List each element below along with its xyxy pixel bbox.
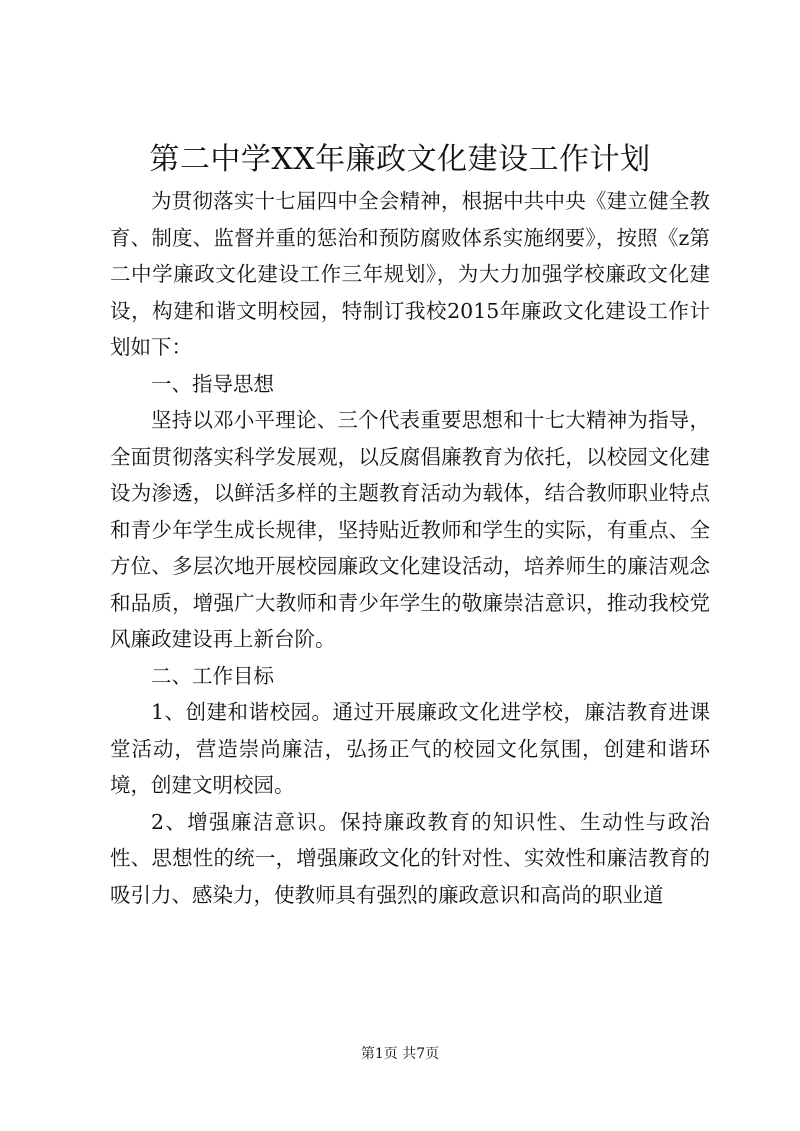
document-title: 第二中学XX年廉政文化建设工作计划 xyxy=(149,142,651,177)
section-heading-work-goals: 二、工作目标 xyxy=(151,663,274,688)
document-body xyxy=(110,183,710,913)
paragraph-guiding-ideology: 坚持以邓小平理论、三个代表重要思想和十七大精神为指导，全面贯彻落实科学发展观，以反腐倡廉教育为依托，以校园文化建设为渗透，以鲜活多样的主题教育活动为载体，结合教师职业特点和青少年学生成长规律，坚持贴近教师和学生的实际，有重点、全方位、多层次地开展校园廉政文化建设活动，培养师生的廉洁观念和品质，增强广大教师和青少年学生的敬廉崇洁意识，推动我校党风廉政建设再上新台阶。 xyxy=(110,408,710,651)
paragraph-goal-2: 2、增强廉洁意识。保持廉政教育的知识性、生动性与政治性、思想性的统一，增强廉政文化的针对性、实效性和廉洁教育的吸引力、感染力，使教师具有强烈的廉政意识和高尚的职业道 xyxy=(110,809,710,907)
paragraph-goal-1: 1、创建和谐校园。通过开展廉政文化进学校，廉洁教育进课堂活动，营造崇尚廉洁，弘扬正气的校园文化氛围，创建和谐环境，创建文明校园。 xyxy=(110,700,710,797)
page-footer: 第1页 共7页 xyxy=(360,1046,440,1062)
section-heading-guiding-ideology: 一、指导思想 xyxy=(151,371,274,396)
paragraph-intro: 为贯彻落实十七届四中全会精神，根据中共中央《建立健全教育、制度、监督并重的惩治和预防腐败体系实施纲要》，按照《z第二中学廉政文化建设工作三年规划》，为大力加强学校廉政文化建设，构建和谐文明校园，特制订我校2015年廉政文化建设工作计划如下： xyxy=(110,189,710,359)
